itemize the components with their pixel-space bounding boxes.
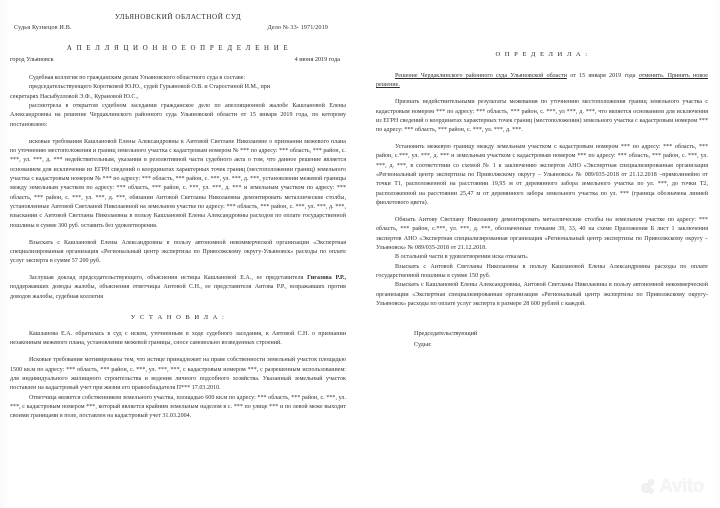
document-title: А П Е Л Л Я Ц И О Н Н О Е О П Р Е Д Е Л Е Н И Е — [66, 44, 290, 52]
findings-paragraph-2: Исковые требования мотивированы тем, что истице принадлежит на праве собственности земельный участок площадью 1500 кв.м по адресу: *** область, *** район, с. ***, ул. ***, ***, с кадастровым номером ***, с разрешенным использованием: для индивидуального жилищного строительства и ведения личного подсобного хозяйства. Указанный земельный участок поставлен на кадастровый учет при жизни его правообладателя П*** 17.03.2010. — [10, 357, 346, 392]
opredelila-heading: О П Р Е Д Е Л И Л А : — [495, 51, 589, 58]
findings-paragraph-3: Ответчица является собственником земельного участка, площадью 600 кв.м по адресу: *** область, *** район, с. ***, ул. ***, с кадастровым номером ***, который является крайним земельным наделом в с. *** по улице *** и по левой меже выходит своими границами в поле, поставлен на кадастровый учет 31.03.2004. — [10, 394, 346, 420]
avito-watermark — [641, 477, 704, 496]
spacer — [376, 58, 708, 72]
decision-paragraph-1: Признать недействительными результаты межевания по уточнению местоположения границ земельного участка с кадастровым номером *** по адресу: *** область, *** район, с. ***, ул ***, д. ***, что является основанием для исключения из ЕГРН сведений о координатах характерных точек границ (местоположении) земельного участка с кадастровым номером *** по адресу: *** область, *** район, с. ***, ул. ***, д. ***. — [376, 99, 708, 134]
panel-composition-line-2: председательствующего Коротковой Ю.Ю., судей Гурьяновой О.В. и Старостиной И.М., при — [29, 84, 271, 91]
representative-name: Гигазова Р.Р., — [307, 275, 346, 282]
quoted-ruling-claims: исковые требования Кашлановой Елены Александровны к Аитовой Светлане Николаевне о признании межевого плана по уточнению местоположения и границ земельного участка с кадастровым номером № *** по адресу: *** область, *** район, с. ***, ул. ***, д. *** недействительным, указании в резолютивной части судебного акта о том, что данное решение является основанием для исключения из ЕГРН сведений о координатах характерных точек границ (местоположении границ) земельного участка с кадастровым номером № *** по адресу: *** область, *** район, с. ***, ул. ***, д. ***, установлении межевой границы между земельным участком по адресу: *** область, *** район, с. ***, ул. ***, д. *** и земельным участком по адресу: *** область, *** район, с. ***, ул. ***, д. ***, обязании Аитовой Светланы Николаевны демонтировать металлические столбы, установленные Аитовой Светланой Николаевной на земельном участке по адресу: *** область, *** район, с. ***, ул. ***, д. ***, взыскании с Аитовой Светланы Николаевны в пользу Кашлановой Елены Александровны расходов по оплате государственной пошлины в сумме 300 руб. оставить без удовлетворения. — [10, 138, 346, 229]
page-edge-shading — [0, 0, 10, 508]
decision-paragraph-4: В остальной части в удовлетворении иска отказать. — [395, 254, 529, 261]
reversal-underlined-court: Решение Чердаклинского районного суда Ульяновской области — [395, 73, 567, 79]
decision-paragraph-2: Установить межевую границу между земельным участком с кадастровым номером *** по адресу: *** область, *** район, с.***, ул. ***, д. *** и земельным участком с кадастровым номером *** по адресу: *** область, *** район, с. ***, ул. ***, д. ***, в соответствии со схемой № 1 к заключению экспертов АНО «Экспертная специализированная организация «Региональный центр экспертизы по Приволжскому округу – Ульяновск» № 089/035-2018 от 21.12.2018 –прямолинейно от точки Т1, расположенной на расстоянии 19,95 м от деревянного забора земельного участка по ул. ***, до точки Т2, расположенной на расстоянии 25,47 м от деревянного забора земельного участка по ул. *** (граница обозначена линией фиолетового цвета). — [376, 144, 708, 207]
quoted-ruling-expert-costs: Взыскать с Кашлановой Елены Александровны в пользу автономной некоммерческой организации «Экспертная специализированная организация «Региональный центр экспертизы по Приволжскому округу-Ульяновск» расходы по оплате услуг эксперта в сумме 57 200 руб. — [10, 239, 346, 265]
panel-composition-line-3: секретарях Насыбулловой Э.Ф., Курановой Ю.С., — [10, 93, 139, 100]
decision-paragraph-5: Взыскать с Аитовой Светланы Николаевны в пользу Кашлановой Елены Александровны расходы по оплате государственной пошлины в сумме 150 руб. — [376, 263, 708, 280]
decision-paragraph-6: Взыскать с Кашлановой Елены Александровны, Аитовой Светланы Николаевны в пользу автономной некоммерческой организации «Экспертная специализированная организация «Региональный центр экспертизы по Приволжскому округу-Ульяновск» расходы по оплате услуг эксперта в размере 28 600 рублей с каждой. — [376, 282, 708, 308]
judge-line: Судья Кузнецов И.В. — [14, 23, 72, 31]
reversal-date: от 15 января 2019 года — [566, 73, 639, 79]
decision-paragraph-3: Обязать Аитову Светлану Николаевну демонтировать металлические столбы на земельном участке по адресу: *** область, *** район, с.***, ул. ***, д. ***, обозначенные точками 39, 33, 40 на схеме Приложения Б лист 1 заключения экспертов АНО «Экспертная специализированная организация «Региональный центр экспертизы по Приволжскому округу – Ульяновск» № 089/035-2018 от 21.12.2018. — [376, 216, 708, 251]
signature-judges: Судьи: — [414, 341, 432, 349]
avito-dots-icon — [641, 479, 656, 494]
reversal-paragraph — [376, 72, 708, 91]
panel-composition-line-1: Судебная коллегия по гражданским делам Ульяновского областного суда в составе: — [29, 75, 246, 81]
court-name: УЛЬЯНОВСКИЙ ОБЛАСТНОЙ СУД — [114, 13, 242, 21]
signature-chairperson: Председательствующий — [414, 330, 478, 338]
hearing-text-before: Заслушав доклад председательствующего, объяснения истицы Кашлановой Е.А., ее представителя — [29, 275, 308, 282]
signature-block — [376, 328, 708, 350]
city-label: город Ульяновск — [10, 56, 54, 63]
hearing-paragraph — [10, 274, 346, 302]
reversal-underlined-action: отменить. Принять новое решение. — [376, 73, 708, 89]
date-label: 4 июня 2019 года — [294, 56, 340, 63]
place-date-row — [10, 56, 346, 63]
header-row — [10, 24, 346, 31]
case-number: Дело № 33- 1971/2019 — [267, 23, 328, 31]
ustanovila-heading: У С Т А Н О В И Л А : — [130, 314, 226, 322]
spacer — [10, 63, 346, 74]
avito-watermark-text: Avito — [659, 476, 704, 497]
page-edge-shading — [710, 0, 720, 508]
case-review-paragraph: рассмотрела в открытом судебном заседании гражданское дело по апелляционной жалобе Кашлановой Елены Александровны на решение Чердаклинского районного суда Ульяновской области от 15 января 2019 года, по которому постановлено: — [10, 103, 346, 128]
findings-paragraph-1: Кашланова Е.А. обратилась в суд с иском, уточненным в ходе судебного заседания, к Аитовой С.Н. о признании незаконным межевого плана, установлении межевой границы, сносе самовольно возведенных строений. — [10, 331, 346, 347]
hearing-text-after: поддержавших доводы жалобы, объяснения ответчицы Аитовой С.Н., ее представителя Аитова Р.Р., возражавших против доводов жалобы, судебная коллегия — [10, 284, 346, 300]
document-page-right — [360, 0, 720, 508]
